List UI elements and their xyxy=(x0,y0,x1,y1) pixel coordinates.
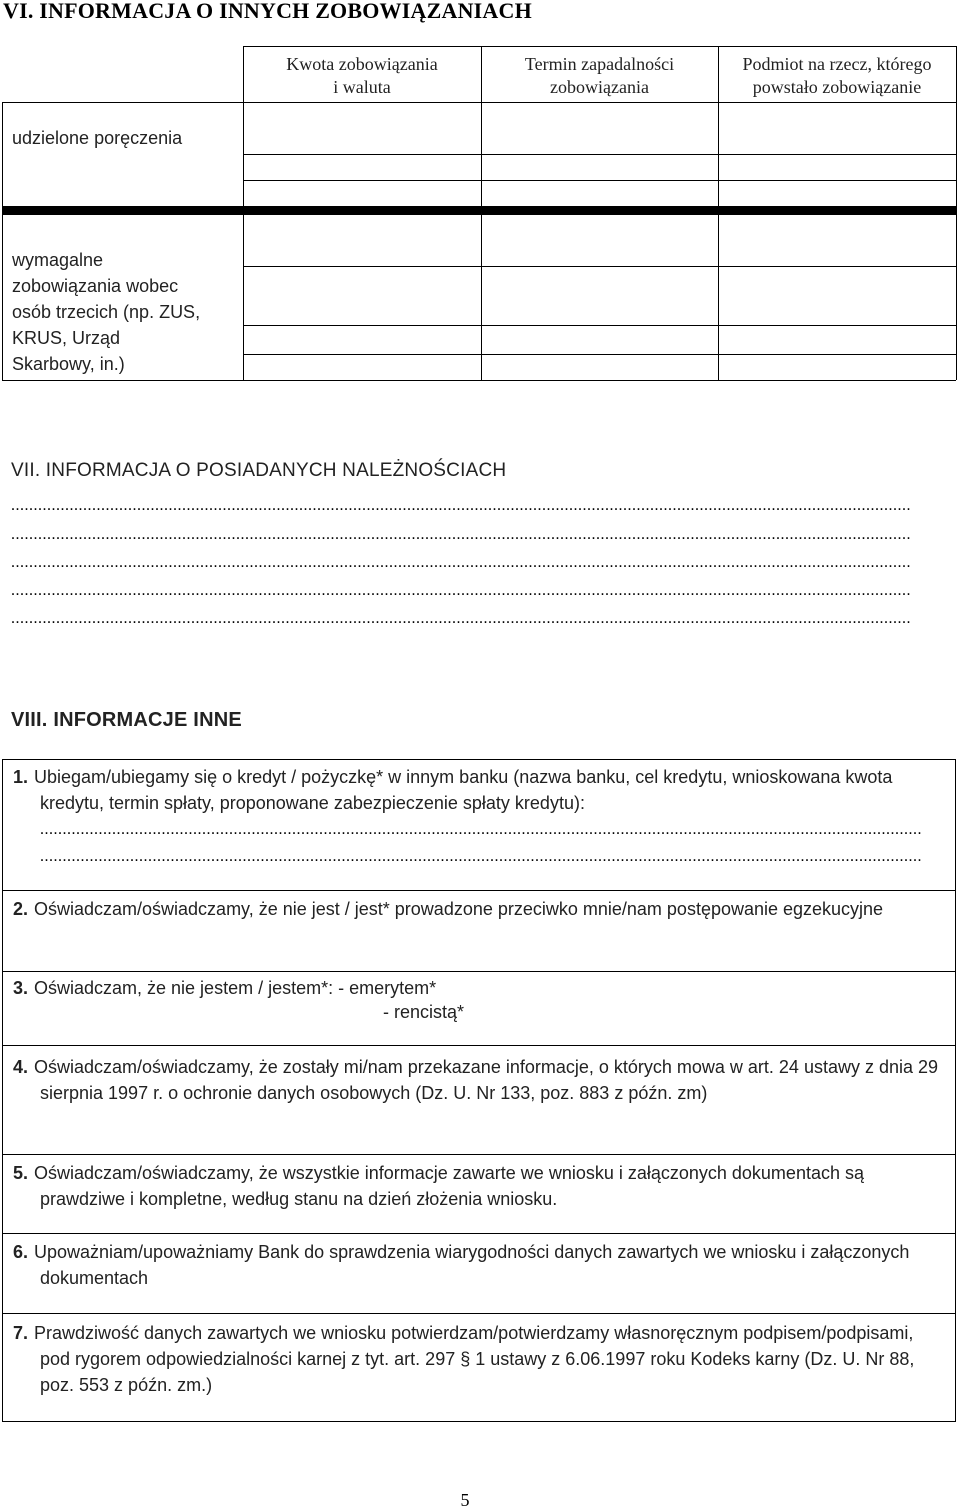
section-7-title: VII. INFORMACJA O POSIADANYCH NALEŻNOŚCIACH xyxy=(11,460,507,481)
statement-3 xyxy=(13,975,946,1001)
column-header-amount: Kwota zobowiązania i waluta xyxy=(286,54,438,97)
statement-5-number: 5. xyxy=(13,1163,29,1183)
statement-7 xyxy=(13,1320,946,1398)
column-header-due-date: Termin zapadalności zobowiązania xyxy=(524,54,675,97)
statement-1 xyxy=(13,764,946,816)
statement-4 xyxy=(13,1054,946,1106)
statement-3-number: 3. xyxy=(13,978,29,998)
row-label-guarantees: udzielone poręczenia xyxy=(12,128,183,148)
statement-2-number: 2. xyxy=(13,899,29,919)
section-8-title: VIII. INFORMACJE INNE xyxy=(11,709,242,731)
column-header-creditor: Podmiot na rzecz, którego powstało zobowiązanie xyxy=(742,54,932,97)
statement-6-number: 6. xyxy=(13,1242,29,1262)
statement-1-text: Ubiegam/ubiegamy się o kredyt / pożyczkę* w innym banku (nazwa banku, cel kredytu, wnioskowana kwota kredytu, termin spłaty, proponowane zabezpieczenie spłaty kredytu): xyxy=(34,767,893,813)
statement-2-text: Oświadczam/oświadczamy, że nie jest / jest* prowadzone przeciwko mnie/nam postępowanie egzekucyjne xyxy=(34,899,884,919)
statement-3-text: Oświadczam, że nie jestem / jestem*: - emerytem* xyxy=(34,978,437,998)
statement-6-text: Upoważniam/upoważniamy Bank do sprawdzenia wiarygodności danych zawartych we wniosku i załączonych dokumentach xyxy=(34,1242,910,1288)
statement-4-text: Oświadczam/oświadczamy, że zostały mi/nam przekazane informacje, o których mowa w art. 24 ustawy z dnia 29 sierpnia 1997 r. o ochronie danych osobowych (Dz. U. Nr 133, poz. 883 z późn. zm) xyxy=(34,1057,939,1103)
statement-7-number: 7. xyxy=(13,1323,29,1343)
statement-2 xyxy=(13,896,946,922)
page-number: 5 xyxy=(460,1490,470,1510)
statement-5-text: Oświadczam/oświadczamy, że wszystkie informacje zawarte we wniosku i załączonych dokumentach są prawdziwe i kompletne, według stanu na dzień złożenia wniosku. xyxy=(34,1163,864,1209)
statement-6 xyxy=(13,1239,946,1291)
statement-1-number: 1. xyxy=(13,767,29,787)
row-label-due-obligations: wymagalne zobowiązania wobec osób trzecich (np. ZUS, KRUS, Urząd Skarbowy, in.) xyxy=(12,250,201,374)
statement-5 xyxy=(13,1160,946,1212)
statement-4-number: 4. xyxy=(13,1057,29,1077)
section-6-title: VI. INFORMACJA O INNYCH ZOBOWIĄZANIACH xyxy=(3,0,532,23)
statement-7-text: Prawdziwość danych zawartych we wniosku potwierdzam/potwierdzamy własnoręcznym podpisem/podpisami, pod rygorem odpowiedzialności karnej z tyt. art. 297 § 1 ustawy z 6.06.1997 roku Kodeks karny (Dz. U. Nr 88, poz. 553 z późn. zm.) xyxy=(34,1323,915,1395)
statement-3-pensioner-option: - rencistą* xyxy=(383,1002,465,1022)
